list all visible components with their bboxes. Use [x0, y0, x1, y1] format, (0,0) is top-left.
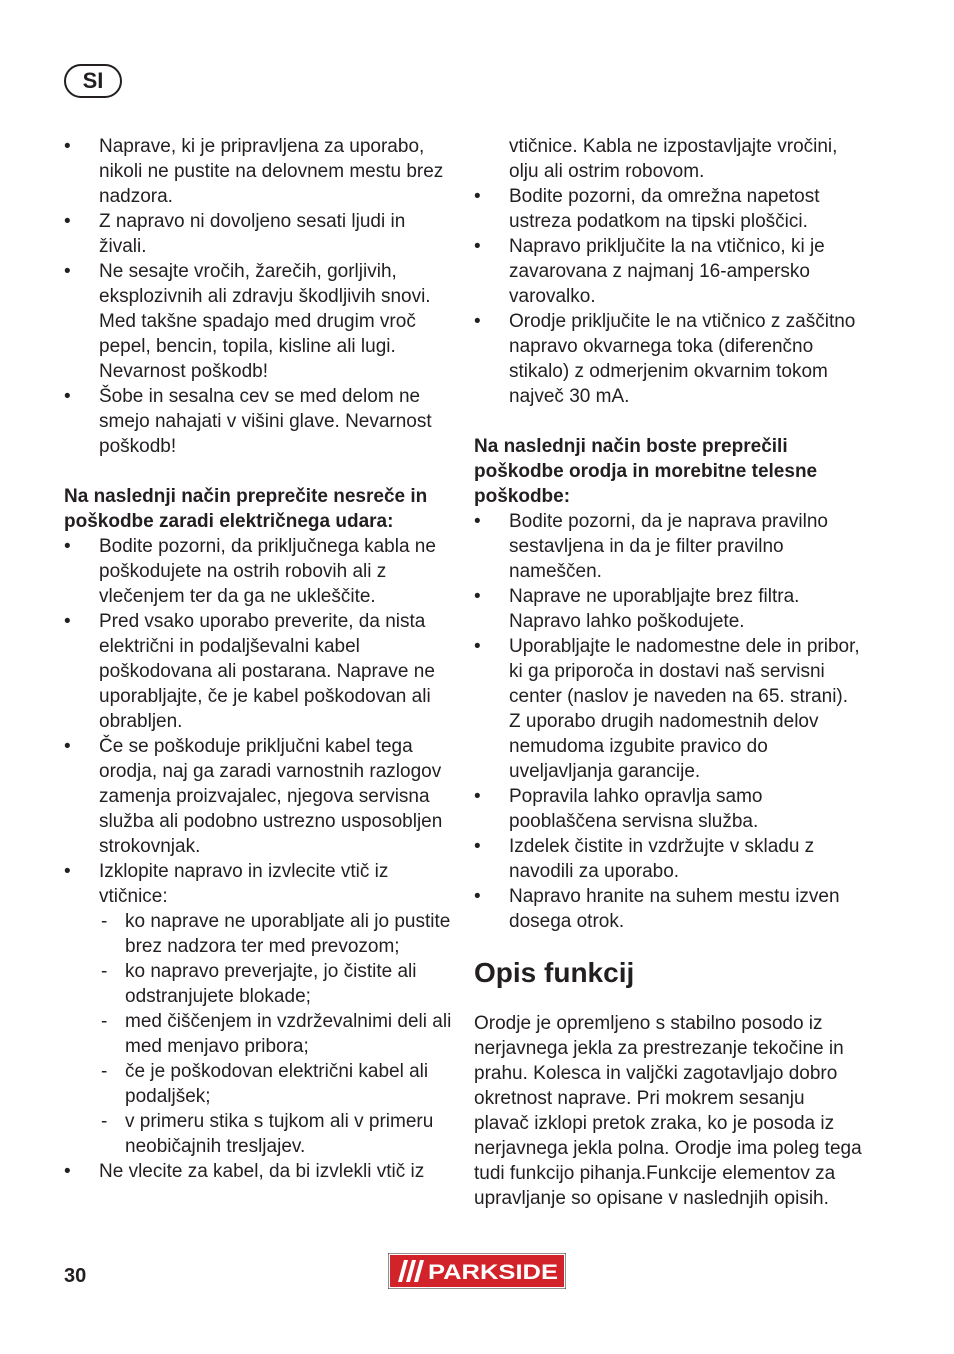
list-item-text: Bodite pozorni, da omrežna napetost ustreza podatkom na tipski ploščici. [509, 186, 820, 232]
list-item: • Ne vlecite za kabel, da bi izvlekli vtič iz [64, 1161, 425, 1182]
safety-list-4 [474, 509, 864, 934]
electrical-safety-heading: Na naslednji način preprečite nesreče in poškodbe zaradi električnega udara: [64, 486, 428, 532]
list-item: • Bodite pozorni, da je naprava pravilno sestavljena in da je filter pravilno nameščen. [474, 511, 828, 582]
dash-item-text: ko napravo preverjajte, jo čistite ali odstranjujete blokade; [125, 961, 417, 1007]
list-item-text: Bodite pozorni, da je naprava pravilno sestavljena in da je filter pravilno nameščen. [509, 511, 828, 582]
safety-list-3 [474, 184, 864, 409]
list-item-text: Napravo priključite la na vtičnico, ki je zavarovana z najmanj 16-ampersko varovalko. [509, 236, 825, 307]
logo-text: PARKSIDE [428, 1261, 558, 1284]
list-item: • Pred vsako uporabo preverite, da nista električni in podaljševalni kabel poškodovana ali postarana. Naprave ne uporabljajte, če je kabel poškodovan ali obrabljen. [64, 611, 435, 732]
safety-list-2 [64, 534, 454, 1184]
dash-item-text: ko naprave ne uporabljate ali jo pustite brez nadzora ter med prevozom; [125, 911, 451, 957]
list-item: • Napravo hranite na suhem mestu izven dosega otrok. [474, 886, 840, 932]
list-item-text: Če se poškoduje priključni kabel tega orodja, naj ga zaradi varnostnih razlogov zamenja proizvajalec, njegova servisna služba ali podobno ustrezno usposobljen strokovnjak. [99, 736, 443, 857]
list-item: • Če se poškoduje priključni kabel tega orodja, naj ga zaradi varnostnih razlogov zamenja proizvajalec, njegova servisna služba ali podobno ustrezno usposobljen strokovnjak. [64, 736, 443, 857]
list-item-text: Pred vsako uporabo preverite, da nista električni in podaljševalni kabel poškodovana ali postarana. Naprave ne uporabljajte, če je kabel poškodovan ali obrabljen. [99, 611, 435, 732]
list-item-text: Šobe in sesalna cev se med delom ne smejo nahajati v višini glave. Nevarnost poškodb! [99, 386, 432, 457]
list-item-text: Popravila lahko opravlja samo pooblaščena servisna služba. [509, 786, 763, 832]
section-title: Opis funkcij [474, 957, 635, 988]
list-item-text: Orodje priključite le na vtičnico z zaščitno napravo okvarnega toka (diferenčno stikalo) z odmerjenim okvarnim tokom največ 30 mA. [509, 311, 856, 407]
list-item: • Ne sesajte vročih, žarečih, gorljivih, eksplozivnih ali zdravju škodljivih snovi. Med takšne spadajo med drugim vroč pepel, bencin, topila, kisline ali lugi. Nevarnost poškodb! [64, 261, 431, 382]
list-item: • Bodite pozorni, da priključnega kabla ne poškodujete na ostrih robovih ali z vlečenjem ter da ga ne ukleščite. [64, 536, 436, 607]
dash-item: - ko naprave ne uporabljate ali jo pustite brez nadzora ter med prevozom; [101, 911, 451, 957]
list-item: • Uporabljajte le nadomestne dele in pribor, ki ga priporoča in dostavi naš servisni center (naslov je naveden na 65. strani). Z uporabo drugih nadomestnih delov nemudoma izgubite pravico do uveljavljanja garancije. [474, 636, 860, 782]
list-item: • Izdelek čistite in vzdržujte v skladu z navodili za uporabo. [474, 836, 815, 882]
language-badge: SI [64, 64, 122, 98]
parkside-logo [388, 1253, 566, 1289]
left-column [64, 134, 454, 1184]
list-item-text: Napravo hranite na suhem mestu izven dosega otrok. [509, 886, 840, 932]
dash-item: - v primeru stika s tujkom ali v primeru neobičajnih tresljajev. [101, 1111, 434, 1157]
dash-item: - med čiščenjem in vzdrževalnimi deli ali med menjavo pribora; [101, 1011, 452, 1057]
list-item: • Bodite pozorni, da omrežna napetost ustreza podatkom na tipski ploščici. [474, 186, 820, 232]
list-item-text: Uporabljajte le nadomestne dele in pribor, ki ga priporoča in dostavi naš servisni center (naslov je naveden na 65. strani). Z uporabo drugih nadomestnih delov nemudoma izgubite pravico do uveljavljanja garancije. [509, 636, 860, 782]
list-item-text: Naprave ne uporabljajte brez filtra. Napravo lahko poškodujete. [509, 586, 800, 632]
dash-item-text: v primeru stika s tujkom ali v primeru neobičajnih tresljajev. [125, 1111, 434, 1157]
section-body: Orodje je opremljeno s stabilno posodo iz nerjavnega jekla za prestrezanje tekočine in prahu. Kolesca in valjčki zagotavljajo dobro okretnost naprave. Pri mokrem sesanju plavač izklopi pretok zraka, ko je posoda iz nerjavnega jekla polna. Orodje ima poleg tega tudi funkcijo pihanja.Funkcije elementov za upravljanje so opisane v naslednjih opisih. [474, 1013, 862, 1209]
list-item: • Izklopite napravo in izvlecite vtič iz vtičnice: - ko naprave ne uporabljate ali jo pustite brez nadzora ter med prevozom; - ko napravo preverjajte, jo čistite ali odstranjujete blokade; - med čiščenjem in vzdrževalnimi deli ali med menjavo pribora; - če je poškodovan električni kabel ali podaljšek; - v primeru stika s tujkom ali v primeru neobičajnih tresljajev. [64, 859, 454, 1159]
continued-text: vtičnice. Kabla ne izpostavljajte vročini, olju ali ostrim robovom. [509, 136, 838, 182]
dash-item: - ko napravo preverjajte, jo čistite ali odstranjujete blokade; [101, 961, 417, 1007]
tool-damage-heading: Na naslednji način boste preprečili poškodbe orodja in morebitne telesne poškodbe: [474, 436, 818, 507]
list-item-text: Izdelek čistite in vzdržujte v skladu z navodili za uporabo. [509, 836, 815, 882]
dash-item-text: če je poškodovan električni kabel ali podaljšek; [125, 1061, 429, 1107]
list-item: • Šobe in sesalna cev se med delom ne smejo nahajati v višini glave. Nevarnost poškodb! [64, 386, 432, 457]
right-column [474, 134, 864, 1230]
list-item-text: Naprave, ki je pripravljena za uporabo, nikoli ne pustite na delovnem mestu brez nadzora. [99, 136, 444, 207]
list-item-text: Z napravo ni dovoljeno sesati ljudi in živali. [99, 211, 406, 257]
list-item-text: Ne vlecite za kabel, da bi izvlekli vtič iz [99, 1161, 425, 1182]
safety-list-1 [64, 134, 454, 459]
list-item-text: Bodite pozorni, da priključnega kabla ne poškodujete na ostrih robovih ali z vlečenjem ter da ga ne ukleščite. [99, 536, 436, 607]
list-item: • Popravila lahko opravlja samo pooblaščena servisna služba. [474, 786, 763, 832]
list-item: • Orodje priključite le na vtičnico z zaščitno napravo okvarnega toka (diferenčno stikalo) z odmerjenim okvarnim tokom največ 30 mA. [474, 311, 856, 407]
unplug-conditions-list [99, 909, 454, 1159]
page-number: 30 [64, 1265, 87, 1287]
list-item: • Z napravo ni dovoljeno sesati ljudi in živali. [64, 211, 406, 257]
list-item: • Napravo priključite la na vtičnico, ki je zavarovana z najmanj 16-ampersko varovalko. [474, 236, 825, 307]
list-item: • Naprave, ki je pripravljena za uporabo, nikoli ne pustite na delovnem mestu brez nadzora. [64, 136, 444, 207]
dash-item: - če je poškodovan električni kabel ali podaljšek; [101, 1061, 429, 1107]
list-item: • Naprave ne uporabljajte brez filtra. Napravo lahko poškodujete. [474, 586, 800, 632]
list-item-text: Ne sesajte vročih, žarečih, gorljivih, eksplozivnih ali zdravju škodljivih snovi. Med takšne spadajo med drugim vroč pepel, bencin, topila, kisline ali lugi. Nevarnost poškodb! [99, 261, 431, 382]
dash-item-text: med čiščenjem in vzdrževalnimi deli ali med menjavo pribora; [125, 1011, 452, 1057]
list-item-text: Izklopite napravo in izvlecite vtič iz vtičnice: [99, 861, 389, 907]
